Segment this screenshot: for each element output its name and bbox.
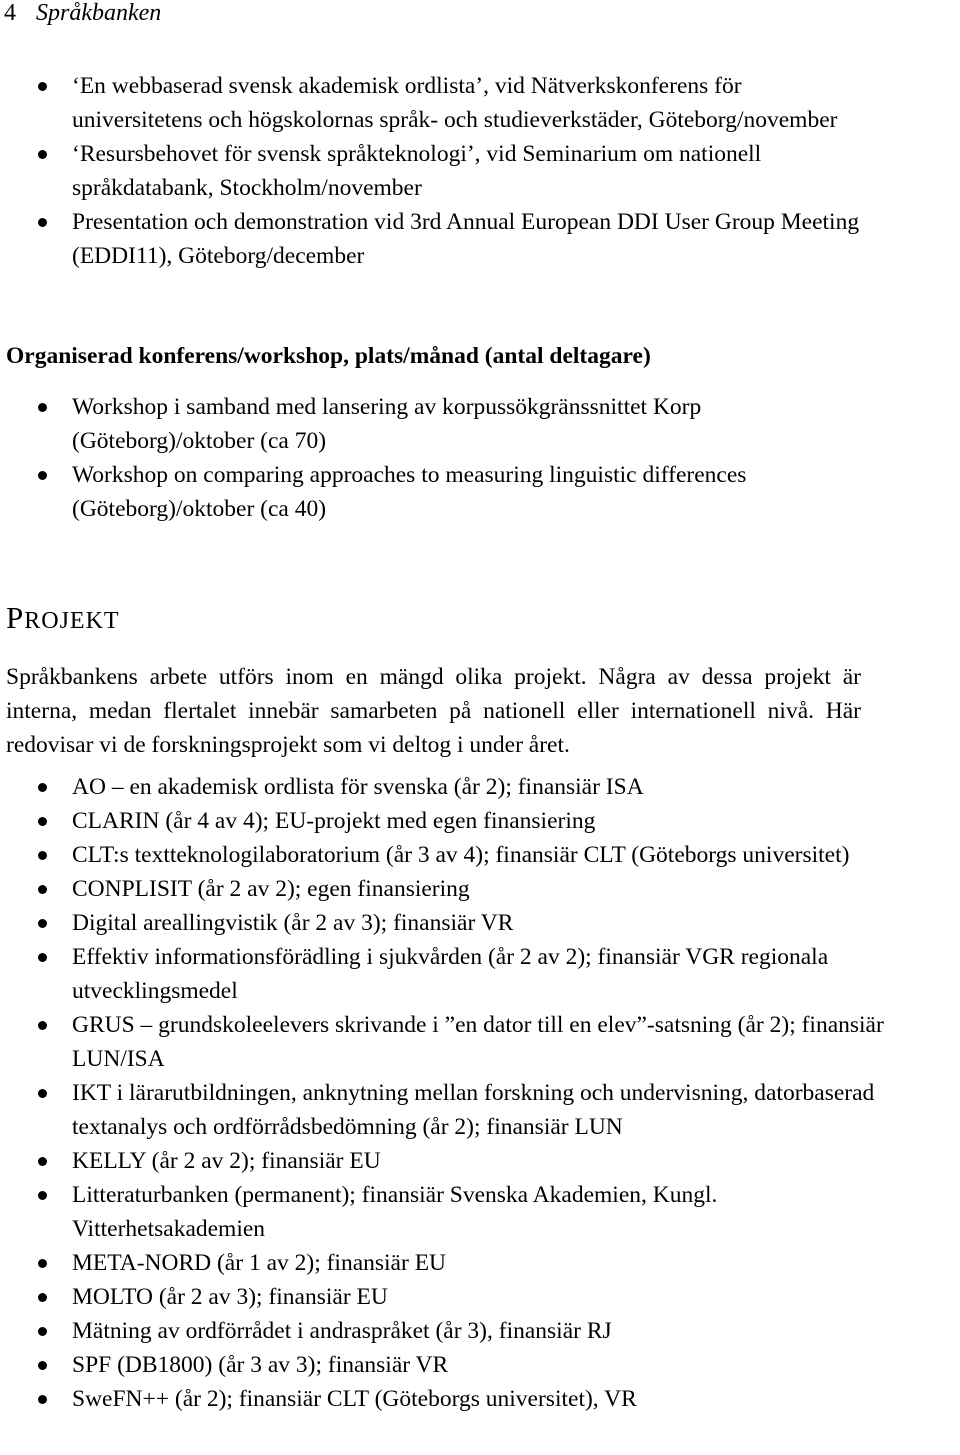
list-item: CLARIN (år 4 av 4); EU-projekt med egen finansiering <box>0 804 885 838</box>
projects-intro-paragraph: Språkbankens arbete utförs inom en mängd olika projekt. Några av dessa projekt är interna, medan flertalet innebär samarbeten på nationell eller internationell nivå. Här redovisar vi de forskningsprojekt som vi deltog i under året. <box>6 664 861 758</box>
bullet-icon <box>38 1327 47 1336</box>
bullet-icon <box>38 1191 47 1200</box>
list-item: Litteraturbanken (permanent); finansiär Svenska Akademien, Kungl. Vitterhetsakademien <box>0 1178 885 1246</box>
list-item: Presentation och demonstration vid 3rd Annual European DDI User Group Meeting (EDDI11), Göteborg/december <box>0 205 870 273</box>
bullet-icon <box>38 82 47 91</box>
list-item: Workshop i samband med lansering av korpussökgränssnittet Korp (Göteborg)/oktober (ca 70) <box>0 390 875 458</box>
list-item: Effektiv informationsförädling i sjukvården (år 2 av 2); finansiär VGR regionala utvecklingsmedel <box>0 940 885 1008</box>
page-header <box>4 0 161 30</box>
list-item: KELLY (år 2 av 2); finansiär EU <box>0 1144 885 1178</box>
bullet-icon <box>38 471 47 480</box>
list-item: SweFN++ (år 2); finansiär CLT (Göteborgs universitet), VR <box>0 1382 885 1416</box>
projects-list <box>0 770 885 1416</box>
list-item: CONPLISIT (år 2 av 2); egen finansiering <box>0 872 885 906</box>
bullet-icon <box>38 783 47 792</box>
bullet-icon <box>38 1293 47 1302</box>
list-item: GRUS – grundskoleelevers skrivande i ”en dator till en elev”-satsning (år 2); finansiär LUN/ISA <box>0 1008 885 1076</box>
projects-heading: PROJEKT <box>6 600 120 635</box>
bullet-icon <box>38 218 47 227</box>
list-item: META-NORD (år 1 av 2); finansiär EU <box>0 1246 885 1280</box>
bullet-icon <box>38 403 47 412</box>
workshop-heading: Organiserad konferens/workshop, plats/månad (antal deltagare) <box>6 343 651 369</box>
list-item: AO – en akademisk ordlista för svenska (år 2); finansiär ISA <box>0 770 885 804</box>
list-item: ‘En webbaserad svensk akademisk ordlista’, vid Nätverkskonferens för universitetens och högskolornas språk- och studieverkstäder, Göteborg/november <box>0 69 870 137</box>
bullet-icon <box>38 885 47 894</box>
list-item: CLT:s textteknologilaboratorium (år 3 av 4); finansiär CLT (Göteborgs universitet) <box>0 838 885 872</box>
list-item: MOLTO (år 2 av 3); finansiär EU <box>0 1280 885 1314</box>
bullet-icon <box>38 1361 47 1370</box>
bullet-icon <box>38 851 47 860</box>
running-title: Språkbanken <box>36 0 162 26</box>
bullet-icon <box>38 1089 47 1098</box>
bullet-icon <box>38 1157 47 1166</box>
events-list <box>0 69 870 273</box>
list-item: ‘Resursbehovet för svensk språkteknologi’, vid Seminarium om nationell språkdatabank, Stockholm/november <box>0 137 870 205</box>
list-item: SPF (DB1800) (år 3 av 3); finansiär VR <box>0 1348 885 1382</box>
bullet-icon <box>38 150 47 159</box>
list-item: Digital areallingvistik (år 2 av 3); finansiär VR <box>0 906 885 940</box>
list-item: IKT i lärarutbildningen, anknytning mellan forskning och undervisning, datorbaserad textanalys och ordförrådsbedömning (år 2); finansiär LUN <box>0 1076 885 1144</box>
list-item: Mätning av ordförrådet i andraspråket (år 3), finansiär RJ <box>0 1314 885 1348</box>
workshop-list <box>0 390 875 526</box>
bullet-icon <box>38 919 47 928</box>
bullet-icon <box>38 817 47 826</box>
page-number: 4 <box>4 0 16 26</box>
bullet-icon <box>38 1395 47 1404</box>
bullet-icon <box>38 1021 47 1030</box>
list-item: Workshop on comparing approaches to measuring linguistic differences (Göteborg)/oktober (ca 40) <box>0 458 875 526</box>
bullet-icon <box>38 953 47 962</box>
bullet-icon <box>38 1259 47 1268</box>
